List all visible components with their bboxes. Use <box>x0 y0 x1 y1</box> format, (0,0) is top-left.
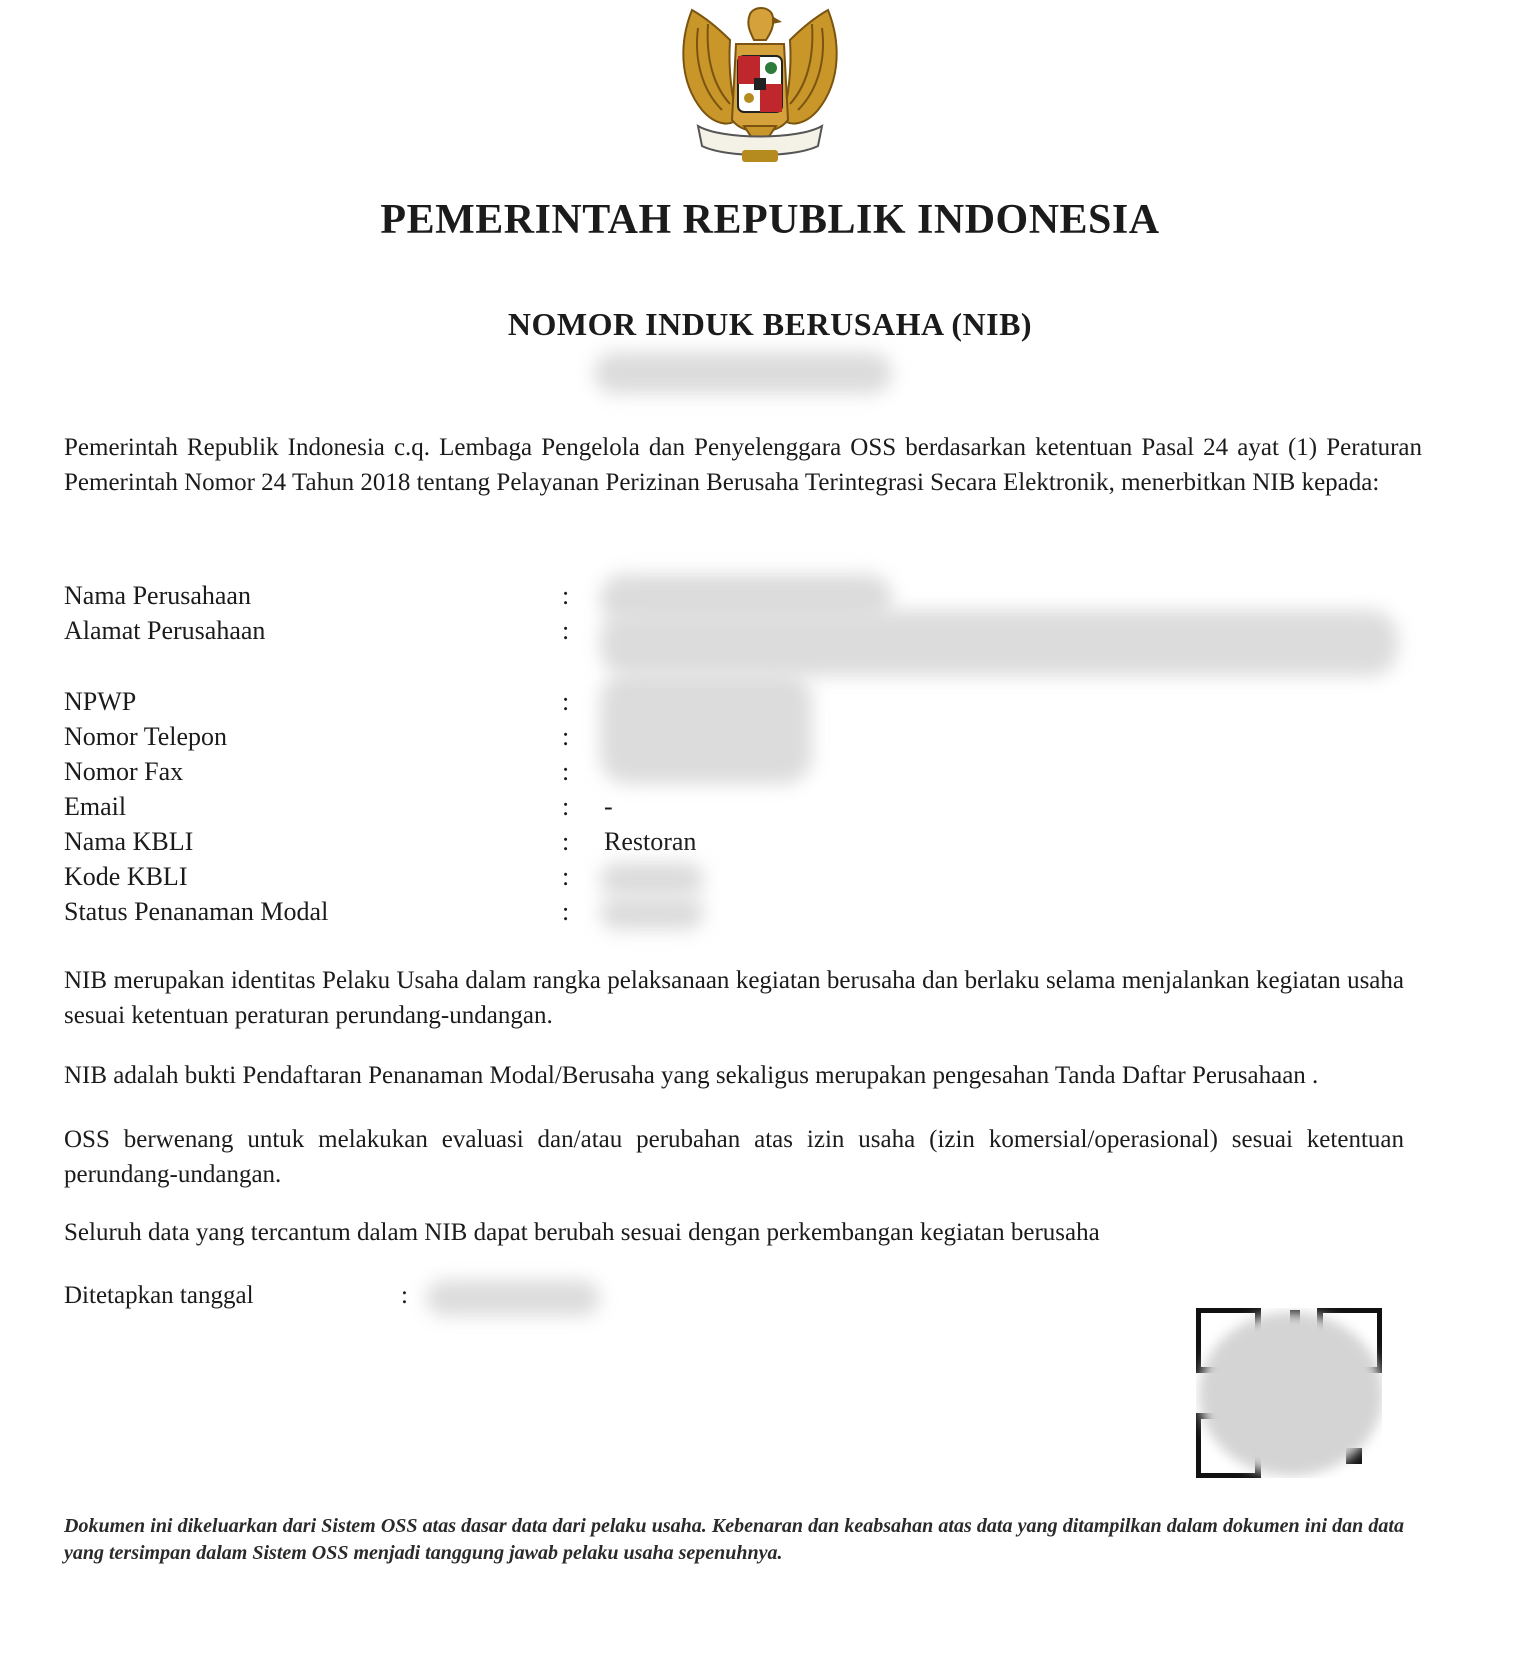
garuda-emblem-icon <box>672 0 848 172</box>
field-label: Alamat Perusahaan <box>64 616 266 645</box>
redacted-status-modal <box>600 896 704 930</box>
document-title: PEMERINTAH REPUBLIK INDONESIA <box>380 197 1160 243</box>
field-row-nama-kbli <box>64 824 1364 859</box>
field-label: Nama Perusahaan <box>64 581 251 610</box>
redacted-kode-kbli <box>600 862 704 896</box>
issued-date-label: Ditetapkan tanggal <box>64 1282 254 1309</box>
paragraph-oss-authority: OSS berwenang untuk melakukan evaluasi dan/atau perubahan atas izin usaha (izin komersial/operasional) sesuai ketentuan perundang-undangan. <box>64 1126 1404 1188</box>
field-row-status-penanaman-modal <box>64 894 1364 929</box>
paragraph-data-change: Seluruh data yang tercantum dalam NIB dapat berubah sesuai dengan perkembangan kegiatan berusaha <box>64 1219 1100 1246</box>
field-colon: : <box>562 687 570 716</box>
field-label: Nomor Fax <box>64 757 184 786</box>
field-value: - <box>604 792 613 821</box>
field-label: NPWP <box>64 687 137 716</box>
field-colon: : <box>562 827 570 856</box>
disclaimer-note: Dokumen ini dikeluarkan dari Sistem OSS atas dasar data dari pelaku usaha. Kebenaran dan keabsahan atas data yang ditampilkan dalam dokumen ini dan data yang tersimpan dalam Sistem OSS menjadi tanggung jawab pelaku usaha sepenuhnya. <box>64 1515 1404 1564</box>
qr-code-icon <box>1196 1308 1382 1478</box>
paragraph-nib-proof: NIB adalah bukti Pendaftaran Penanaman Modal/Berusaha yang sekaligus merupakan pengesahan Tanda Daftar Perusahaan . <box>64 1062 1319 1089</box>
intro-paragraph: Pemerintah Republik Indonesia c.q. Lembaga Pengelola dan Penyelenggara OSS berdasarkan ketentuan Pasal 24 ayat (1) Peraturan Pemerintah Nomor 24 Tahun 2018 tentang Pelayanan Perizinan Berusaha Terintegrasi Secara Elektronik, menerbitkan NIB kepada: <box>64 434 1422 496</box>
field-label: Kode KBLI <box>64 862 188 891</box>
issued-date-colon: : <box>401 1282 408 1309</box>
field-label: Email <box>64 792 127 821</box>
field-colon: : <box>562 722 570 751</box>
field-colon: : <box>562 581 570 610</box>
field-colon: : <box>562 616 570 645</box>
field-colon: : <box>562 897 570 926</box>
document-subtitle: NOMOR INDUK BERUSAHA (NIB) <box>507 306 1033 342</box>
field-colon: : <box>562 757 570 786</box>
field-value: Restoran <box>604 827 697 856</box>
paragraph-nib-identity: NIB merupakan identitas Pelaku Usaha dalam rangka pelaksanaan kegiatan berusaha dan berlaku selama menjalankan kegiatan usaha sesuai ketentuan peraturan perundang-undangan. <box>64 967 1404 1029</box>
redacted-issued-date <box>426 1280 600 1316</box>
field-label: Status Penanaman Modal <box>64 897 329 926</box>
field-label: Nama KBLI <box>64 827 194 856</box>
field-colon: : <box>562 862 570 891</box>
field-row-kode-kbli <box>64 859 1364 894</box>
issued-date-row <box>64 1278 764 1318</box>
redacted-nib-number <box>594 352 892 394</box>
redacted-company-address <box>600 610 1398 676</box>
field-colon: : <box>562 792 570 821</box>
field-row-email <box>64 789 1364 824</box>
redacted-npwp-phone-fax <box>600 672 812 784</box>
field-label: Nomor Telepon <box>64 722 228 751</box>
